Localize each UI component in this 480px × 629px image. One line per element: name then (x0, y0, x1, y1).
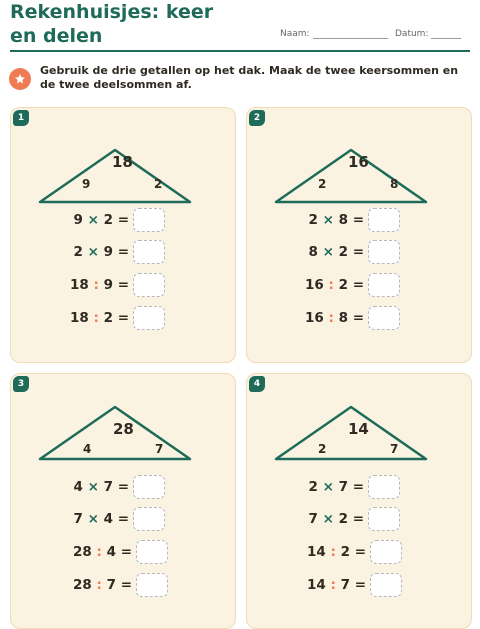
exercise-number-badge: 3 (13, 376, 29, 392)
roof-product: 14 (348, 420, 369, 438)
answer-box[interactable] (133, 306, 165, 330)
equation-operand-a: 4 (73, 479, 83, 495)
answer-box[interactable] (368, 208, 400, 232)
roof-factor-right: 7 (155, 442, 164, 456)
equation-operand-b: 2 (338, 244, 348, 260)
divide-sign: : (96, 544, 102, 560)
header-divider (10, 50, 470, 52)
divide-sign: : (328, 310, 334, 326)
answer-box[interactable] (368, 507, 400, 531)
multiply-sign: × (322, 244, 334, 260)
answer-box[interactable] (133, 507, 165, 531)
multiply-sign: × (322, 479, 334, 495)
instruction-text: Gebruik de drie getallen op het dak. Maak de twee keersommen en de twee deelsommen af. (40, 64, 459, 91)
divide-sign: : (330, 544, 336, 560)
exercise-number-badge: 1 (13, 110, 29, 126)
equals-sign: = (352, 212, 364, 228)
equation-operand-a: 14 (306, 577, 326, 593)
divide-sign: : (93, 310, 99, 326)
equation-operand-b: 7 (338, 479, 348, 495)
equation-operand-b: 7 (340, 577, 350, 593)
exercise-card-2 (246, 107, 472, 363)
equals-sign: = (352, 511, 364, 527)
equation-operand-a: 2 (73, 244, 83, 260)
multiply-sign: × (322, 511, 334, 527)
equation-operand-a: 28 (72, 544, 92, 560)
answer-box[interactable] (133, 240, 165, 264)
equation-operand-b: 2 (340, 544, 350, 560)
equation-operand-b: 9 (103, 277, 113, 293)
date-line (431, 30, 461, 39)
date-field[interactable] (395, 29, 461, 39)
equation-operand-a: 18 (69, 310, 89, 326)
roof-product: 16 (348, 153, 369, 171)
equation-operand-b: 9 (103, 244, 113, 260)
exercise-card-1 (10, 107, 236, 363)
equals-sign: = (354, 544, 366, 560)
multiply-sign: × (87, 479, 99, 495)
equation-operand-b: 2 (338, 511, 348, 527)
equals-sign: = (120, 544, 132, 560)
exercise-number-badge: 2 (249, 110, 265, 126)
answer-box[interactable] (368, 240, 400, 264)
answer-box[interactable] (133, 475, 165, 499)
equation-operand-a: 2 (308, 212, 318, 228)
equation-row (247, 506, 400, 532)
exercise-card-4 (246, 373, 472, 629)
equation-row (11, 305, 165, 331)
roof-factor-left: 9 (82, 177, 91, 191)
equals-sign: = (352, 277, 364, 293)
name-line (313, 30, 388, 39)
equation-operand-b: 2 (103, 212, 113, 228)
equation-row (11, 272, 165, 298)
equation-operand-b: 2 (338, 277, 348, 293)
equation-row (247, 539, 402, 565)
equation-row (11, 207, 165, 233)
equals-sign: = (117, 277, 129, 293)
equation-row (11, 572, 168, 598)
multiply-sign: × (322, 212, 334, 228)
equals-sign: = (117, 479, 129, 495)
equals-sign: = (117, 310, 129, 326)
equation-row (11, 239, 165, 265)
answer-box[interactable] (133, 273, 165, 297)
name-field[interactable] (280, 29, 388, 39)
equation-row (247, 572, 402, 598)
equation-operand-a: 18 (69, 277, 89, 293)
equation-operand-a: 7 (308, 511, 318, 527)
equals-sign: = (352, 244, 364, 260)
equation-operand-a: 8 (308, 244, 318, 260)
equals-sign: = (117, 244, 129, 260)
answer-box[interactable] (370, 573, 402, 597)
equation-row (247, 207, 400, 233)
divide-sign: : (93, 277, 99, 293)
equation-row (11, 474, 165, 500)
roof-factor-left: 2 (318, 442, 327, 456)
equation-row (247, 239, 400, 265)
roof-factor-right: 7 (390, 442, 399, 456)
page-title: Rekenhuisjes: keer en delen (10, 1, 214, 47)
equation-operand-b: 7 (106, 577, 116, 593)
answer-box[interactable] (136, 540, 168, 564)
multiply-sign: × (87, 511, 99, 527)
equation-row (247, 305, 400, 331)
equals-sign: = (354, 577, 366, 593)
answer-box[interactable] (368, 306, 400, 330)
roof-factor-left: 4 (83, 442, 92, 456)
exercise-number-badge: 4 (249, 376, 265, 392)
equals-sign: = (352, 479, 364, 495)
equation-operand-a: 2 (308, 479, 318, 495)
answer-box[interactable] (136, 573, 168, 597)
multiply-sign: × (87, 244, 99, 260)
name-label: Naam: (280, 29, 310, 39)
roof-factor-right: 8 (390, 177, 399, 191)
divide-sign: : (96, 577, 102, 593)
date-label: Datum: (395, 29, 429, 39)
equation-operand-a: 7 (73, 511, 83, 527)
answer-box[interactable] (368, 475, 400, 499)
equals-sign: = (117, 511, 129, 527)
equation-operand-b: 8 (338, 212, 348, 228)
equation-row (247, 272, 400, 298)
equation-row (247, 474, 400, 500)
roof-factor-left: 2 (318, 177, 327, 191)
equation-operand-a: 28 (72, 577, 92, 593)
equation-row (11, 539, 168, 565)
equation-operand-a: 16 (304, 277, 324, 293)
equation-operand-b: 8 (338, 310, 348, 326)
multiply-sign: × (87, 212, 99, 228)
equation-row (11, 506, 165, 532)
equation-operand-a: 16 (304, 310, 324, 326)
equation-operand-a: 14 (306, 544, 326, 560)
roof-factor-right: 2 (154, 177, 163, 191)
star-icon (9, 68, 31, 90)
divide-sign: : (330, 577, 336, 593)
roof-product: 28 (113, 420, 134, 438)
equation-operand-a: 9 (73, 212, 83, 228)
answer-box[interactable] (133, 208, 165, 232)
equation-operand-b: 4 (106, 544, 116, 560)
equals-sign: = (117, 212, 129, 228)
divide-sign: : (328, 277, 334, 293)
answer-box[interactable] (368, 273, 400, 297)
equation-operand-b: 2 (103, 310, 113, 326)
roof-product: 18 (112, 153, 133, 171)
answer-box[interactable] (370, 540, 402, 564)
equals-sign: = (352, 310, 364, 326)
exercise-card-3 (10, 373, 236, 629)
equation-operand-b: 4 (103, 511, 113, 527)
equals-sign: = (120, 577, 132, 593)
equation-operand-b: 7 (103, 479, 113, 495)
